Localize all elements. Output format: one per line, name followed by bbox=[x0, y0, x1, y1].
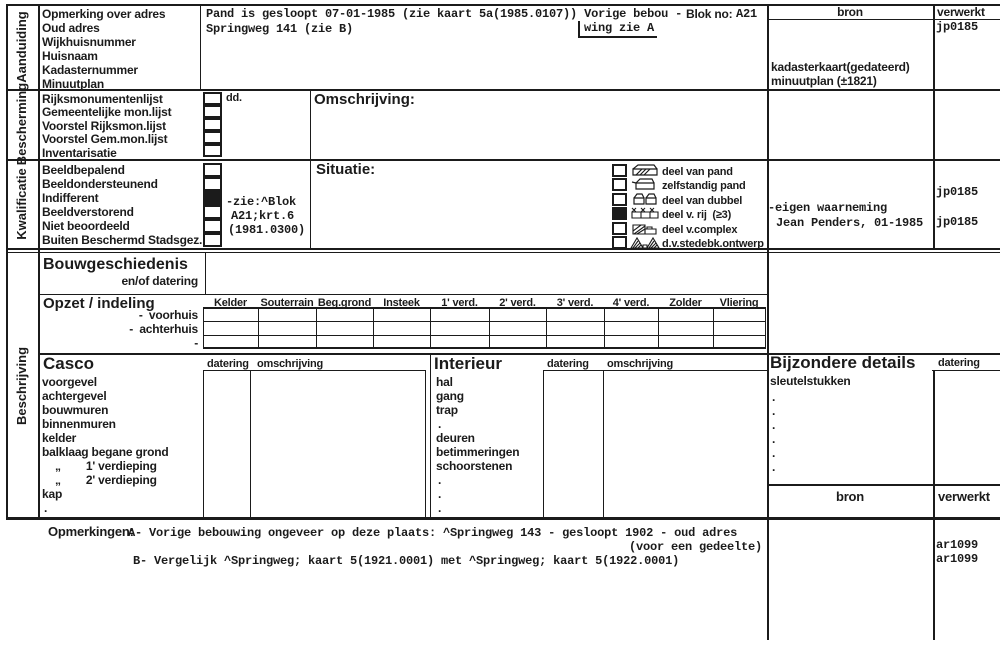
bijzondere-details-title: Bijzondere details bbox=[770, 353, 916, 372]
section-label-aanduiding: Aanduiding bbox=[14, 11, 29, 83]
bijzondere-col-datering: datering bbox=[938, 357, 980, 369]
opzet-col-1verd: 1' verd. bbox=[441, 297, 478, 309]
row-label-beeldbepalend: Beeldbepalend bbox=[42, 163, 125, 177]
interieur-row-dot: . bbox=[438, 417, 442, 431]
opzet-col-beggrond: Beg.grond bbox=[317, 297, 372, 309]
row-label-buiten-beschermd: Buiten Beschermd Stadsgez. bbox=[42, 233, 203, 247]
interieur-row-dot: . bbox=[438, 501, 442, 515]
divider bbox=[765, 307, 766, 348]
divider bbox=[489, 307, 490, 348]
divider bbox=[203, 370, 204, 517]
situatie-option-label: deel v. rij (≥3) bbox=[662, 209, 732, 221]
verwerkt-value-ar1099: ar1099 bbox=[936, 538, 979, 552]
bijzondere-row-dot: . bbox=[772, 390, 776, 404]
casco-row-kelder: kelder bbox=[42, 431, 77, 445]
divider bbox=[932, 370, 1000, 371]
bijzondere-row-dot: . bbox=[772, 460, 776, 474]
interieur-title: Interieur bbox=[434, 354, 503, 373]
situatie-checkbox-deel-van-dubbel[interactable] bbox=[612, 193, 627, 206]
divider bbox=[310, 89, 311, 248]
interieur-row-dot: . bbox=[438, 487, 442, 501]
opmerkingen-label: Opmerkingen: bbox=[48, 524, 134, 539]
opzet-col-zolder: Zolder bbox=[669, 297, 702, 309]
interieur-row-gang: gang bbox=[436, 389, 464, 403]
divider bbox=[203, 321, 766, 322]
section-label-bescherming: Bescherming bbox=[14, 82, 29, 166]
blok-no-value: A21 bbox=[736, 7, 758, 21]
omschrijving-header: Omschrijving: bbox=[314, 91, 415, 108]
divider bbox=[658, 307, 659, 348]
row-label-rijksmonumentenlijst: Rijksmonumentenlijst bbox=[42, 92, 163, 106]
situatie-checkbox-deel-v-complex[interactable] bbox=[612, 222, 627, 235]
casco-row-balklaag-1e: „ 1' verdieping bbox=[55, 459, 157, 473]
divider bbox=[316, 307, 317, 348]
kwalificatie-note-1: -zie:^Blok bbox=[226, 195, 297, 209]
divider bbox=[430, 307, 431, 348]
row-label-huisnaam: Huisnaam bbox=[42, 49, 98, 63]
divider bbox=[6, 517, 1000, 520]
opzet-col-2verd: 2' verd. bbox=[499, 297, 536, 309]
row-label-niet-beoordeeld: Niet beoordeeld bbox=[42, 219, 130, 233]
bescherming-checkbox-0[interactable] bbox=[203, 92, 222, 105]
row-label-inventarisatie: Inventarisatie bbox=[42, 146, 117, 160]
bouwgeschiedenis-subtitle: en/of datering bbox=[121, 274, 198, 288]
divider bbox=[205, 252, 206, 294]
row-label-opmerking-over-adres: Opmerking over adres bbox=[42, 7, 166, 21]
interieur-row-dot: . bbox=[438, 473, 442, 487]
divider bbox=[203, 347, 766, 349]
casco-row-balklaag-2e: „ 2' verdieping bbox=[55, 473, 157, 487]
row-label-minuutplan: Minuutplan bbox=[42, 77, 104, 91]
divider bbox=[933, 4, 935, 248]
bron-note-minuutplan: minuutplan (±1821) bbox=[771, 74, 877, 88]
casco-row-achtergevel: achtergevel bbox=[42, 389, 107, 403]
divider bbox=[767, 484, 1000, 486]
casco-col-omschrijving: omschrijving bbox=[257, 358, 324, 370]
opzet-col-3verd: 3' verd. bbox=[556, 297, 594, 309]
divider bbox=[543, 370, 768, 371]
divider bbox=[250, 370, 251, 517]
opzet-col-vliering: Vliering bbox=[719, 297, 759, 309]
divider bbox=[258, 307, 259, 348]
section-label-kwalificatie: Kwalificatie bbox=[14, 168, 29, 240]
divider bbox=[713, 307, 714, 348]
interieur-col-datering: datering bbox=[547, 358, 589, 370]
row-label-gemeentelijke-monlijst: Gemeentelijke mon.lijst bbox=[42, 105, 172, 119]
casco-title: Casco bbox=[43, 354, 95, 373]
situatie-header: Situatie: bbox=[316, 161, 376, 178]
verwerkt-header-top: verwerkt bbox=[937, 5, 985, 19]
divider bbox=[543, 370, 544, 517]
bouwgeschiedenis-title: Bouwgeschiedenis bbox=[43, 256, 188, 273]
kwalificatie-checkbox-3[interactable] bbox=[203, 205, 222, 219]
verwerkt-value-jp0185: jp0185 bbox=[936, 215, 979, 229]
bron-header-bottom: bron bbox=[835, 489, 865, 504]
divider bbox=[6, 4, 8, 517]
verwerkt-value-ar1099: ar1099 bbox=[936, 552, 979, 566]
rij-panden-icon bbox=[630, 207, 660, 220]
typed-eigen-waarneming: -eigen waarneming bbox=[768, 201, 888, 215]
bijzondere-row-dot: . bbox=[772, 418, 776, 432]
row-label-voorstel-rijksmonlijst: Voorstel Rijksmon.lijst bbox=[42, 119, 166, 133]
typed-wrap-continuation: wing zie A bbox=[578, 21, 657, 38]
row-label-indifferent: Indifferent bbox=[42, 191, 99, 205]
bijzondere-row-dot: . bbox=[772, 446, 776, 460]
situatie-option-label: deel van pand bbox=[662, 166, 733, 178]
dd-label: dd. bbox=[226, 92, 242, 104]
interieur-row-schoorstenen: schoorstenen bbox=[436, 459, 513, 473]
bescherming-checkbox-2[interactable] bbox=[203, 118, 222, 131]
casco-row-kap: kap bbox=[42, 487, 63, 501]
situatie-checkbox-deel-van-pand[interactable] bbox=[612, 164, 627, 177]
kwalificatie-note-3: (1981.0300) bbox=[228, 223, 306, 237]
row-label-oud-adres: Oud adres bbox=[42, 21, 100, 35]
section-label-beschrijving: Beschrijving bbox=[14, 346, 29, 426]
opzet-col-souterrain: Souterrain bbox=[260, 297, 314, 309]
verwerkt-value-jp0185: jp0185 bbox=[936, 20, 979, 34]
opzet-col-kelder: Kelder bbox=[213, 297, 248, 309]
typed-opmerking-b: B- Vergelijk ^Springweg; kaart 5(1921.0001) met ^Springweg; kaart 5(1922.0001) bbox=[133, 554, 680, 568]
divider bbox=[604, 307, 605, 348]
kwalificatie-checkbox-2[interactable] bbox=[203, 191, 222, 205]
stedebouw-icon bbox=[630, 236, 660, 249]
divider bbox=[373, 307, 374, 348]
interieur-row-deuren: deuren bbox=[436, 431, 475, 445]
casco-col-datering: datering bbox=[207, 358, 249, 370]
divider bbox=[430, 353, 431, 517]
opzet-grid[interactable] bbox=[203, 307, 765, 349]
divider bbox=[203, 335, 766, 336]
bescherming-checkbox-3[interactable] bbox=[203, 131, 222, 144]
interieur-row-trap: trap bbox=[436, 403, 458, 417]
casco-row-balklaag-begane-grond: balklaag begane grond bbox=[42, 445, 169, 459]
bron-note-kadasterkaart: kadasterkaart(gedateerd) bbox=[771, 60, 910, 74]
kwalificatie-checkbox-0[interactable] bbox=[203, 163, 222, 177]
casco-datering-field[interactable] bbox=[203, 370, 250, 517]
opzet-row-blank: - bbox=[194, 336, 198, 350]
bescherming-checkbox-4[interactable] bbox=[203, 144, 222, 157]
verwerkt-value-jp0185: jp0185 bbox=[936, 185, 979, 199]
situatie-checkbox-deel-v-rij[interactable] bbox=[612, 207, 627, 220]
typed-demolition-note: Pand is gesloopt 07-01-1985 (zie kaart 5a(1985.0107)) Vorige bebou - bbox=[206, 7, 683, 21]
typed-old-address: Springweg 141 (zie B) bbox=[206, 22, 354, 36]
interieur-datering-field[interactable] bbox=[543, 370, 603, 517]
row-label-voorstel-gemmonlijst: Voorstel Gem.mon.lijst bbox=[42, 132, 168, 146]
divider bbox=[6, 248, 1000, 250]
divider bbox=[38, 4, 40, 517]
divider bbox=[203, 370, 426, 371]
situatie-option-label: deel v.complex bbox=[662, 224, 738, 236]
complex-icon bbox=[630, 222, 660, 235]
kwalificatie-checkbox-1[interactable] bbox=[203, 177, 222, 191]
interieur-row-betimmeringen: betimmeringen bbox=[436, 445, 520, 459]
interieur-omschrijving-field[interactable] bbox=[603, 370, 767, 517]
divider bbox=[6, 252, 1000, 253]
row-label-beeldondersteunend: Beeldondersteunend bbox=[42, 177, 158, 191]
row-label-beeldverstorend: Beeldverstorend bbox=[42, 205, 134, 219]
casco-row-voorgevel: voorgevel bbox=[42, 375, 97, 389]
kwalificatie-checkbox-5[interactable] bbox=[203, 233, 222, 247]
casco-row-dot: . bbox=[44, 501, 48, 515]
opzet-col-4verd: 4' verd. bbox=[612, 297, 650, 309]
casco-omschrijving-field[interactable] bbox=[250, 370, 425, 517]
divider bbox=[200, 4, 201, 89]
bijzondere-row-dot: . bbox=[772, 404, 776, 418]
opzet-row-voorhuis: - voorhuis bbox=[138, 308, 198, 322]
situatie-option-label: d.v.stedebk.ontwerp bbox=[662, 238, 764, 250]
bron-header-top: bron bbox=[837, 5, 863, 19]
divider bbox=[603, 370, 604, 517]
situatie-checkbox-stedebk-ontwerp[interactable] bbox=[612, 236, 627, 249]
dubbel-pand-icon bbox=[630, 193, 660, 206]
bouwgeschiedenis-field[interactable] bbox=[207, 252, 765, 293]
typed-jean-penders: Jean Penders, 01-1985 bbox=[776, 216, 924, 230]
kwalificatie-checkbox-4[interactable] bbox=[203, 219, 222, 233]
kwalificatie-note-2: A21;krt.6 bbox=[231, 209, 295, 223]
bijzondere-row-sleutelstukken: sleutelstukken bbox=[770, 374, 851, 388]
situatie-option-label: zelfstandig pand bbox=[662, 180, 746, 192]
divider bbox=[6, 159, 1000, 161]
row-label-wijkhuisnummer: Wijkhuisnummer bbox=[42, 35, 136, 49]
row-label-kadasternummer: Kadasternummer bbox=[42, 63, 138, 77]
blok-no-label: Blok no: bbox=[686, 7, 733, 21]
divider bbox=[203, 307, 204, 348]
situatie-checkbox-zelfstandig-pand[interactable] bbox=[612, 178, 627, 191]
situatie-option-label: deel van dubbel bbox=[662, 195, 743, 207]
opzet-indeling-title: Opzet / indeling bbox=[43, 295, 155, 312]
opzet-col-insteek: Insteek bbox=[383, 297, 420, 309]
casco-row-binnenmuren: binnenmuren bbox=[42, 417, 116, 431]
pand-deel-icon bbox=[630, 164, 660, 177]
verwerkt-header-bottom: verwerkt bbox=[938, 489, 990, 504]
divider bbox=[933, 370, 935, 640]
divider bbox=[6, 89, 1000, 91]
typed-opmerking-a: A- Vorige bebouwing ongeveer op deze plaats: ^Springweg 143 - gesloopt 1902 - oud adres bbox=[128, 526, 738, 540]
typed-opmerking-a2: (voor een gedeelte) bbox=[628, 540, 762, 554]
bescherming-checkbox-1[interactable] bbox=[203, 105, 222, 118]
opzet-row-achterhuis: - achterhuis bbox=[129, 322, 198, 336]
zelfstandig-pand-icon bbox=[630, 178, 660, 191]
divider bbox=[546, 307, 547, 348]
bijzondere-row-dot: . bbox=[772, 432, 776, 446]
divider bbox=[425, 370, 426, 517]
bijzondere-datering-field[interactable] bbox=[933, 370, 1000, 484]
interieur-col-omschrijving: omschrijving bbox=[607, 358, 674, 370]
interieur-row-hal: hal bbox=[436, 375, 453, 389]
casco-row-bouwmuren: bouwmuren bbox=[42, 403, 109, 417]
divider bbox=[767, 4, 769, 640]
